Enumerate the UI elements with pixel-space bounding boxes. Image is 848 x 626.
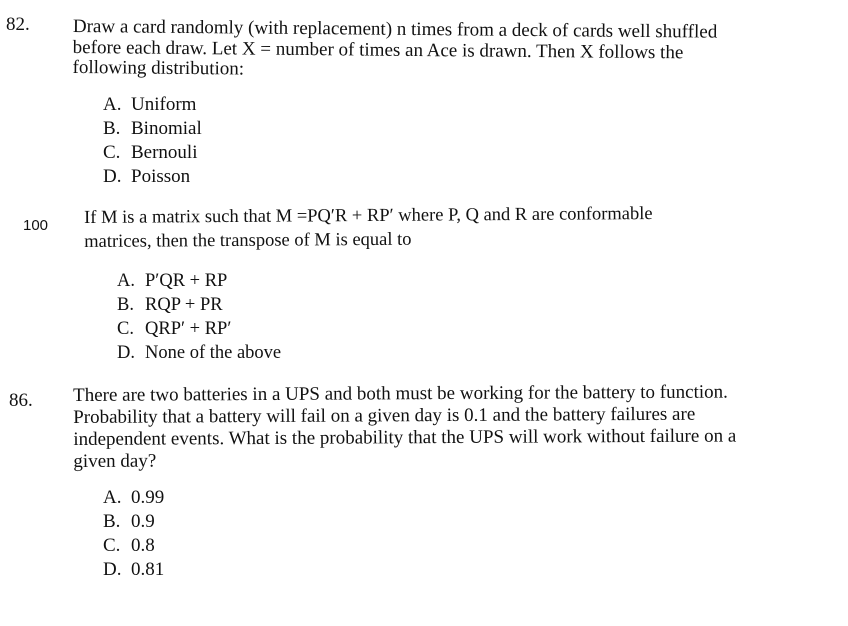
option-text: 0.8	[131, 535, 155, 556]
answer-option-b[interactable]	[103, 510, 164, 534]
question-text-line: Draw a card randomly (with replacement) n times from a deck of cards well shuffled	[72, 16, 718, 43]
option-letter: D.	[103, 559, 122, 580]
question-text-line: independent events. What is the probability that the UPS will work without failure on a	[73, 425, 737, 450]
option-text: 0.81	[131, 559, 165, 580]
question-text-line: following distribution:	[72, 56, 245, 80]
option-letter: B.	[103, 118, 121, 139]
option-text: Poisson	[131, 166, 191, 187]
option-letter: B.	[117, 295, 134, 315]
answer-option-d[interactable]	[103, 165, 202, 189]
question-text-line: There are two batteries in a UPS and both must be working for the battery to function.	[73, 381, 728, 406]
question-text-line: before each draw. Let X = number of times an Ace is drawn. Then X follows the	[72, 36, 684, 63]
question-text	[84, 202, 653, 254]
answer-option-a[interactable]	[117, 269, 281, 293]
option-letter: C.	[103, 535, 121, 556]
option-text: P′QR + RP	[145, 271, 228, 291]
option-letter: C.	[117, 319, 134, 339]
answer-option-c[interactable]	[117, 317, 281, 341]
option-text: Binomial	[131, 118, 202, 139]
question-text	[73, 382, 736, 473]
question-number: 86.	[9, 390, 33, 411]
answer-option-a[interactable]	[103, 486, 164, 510]
option-letter: D.	[103, 166, 122, 187]
answer-option-c[interactable]	[103, 534, 164, 558]
option-letter: C.	[103, 142, 121, 163]
option-letter: B.	[103, 511, 121, 532]
answer-option-d[interactable]	[103, 558, 164, 582]
answer-options	[103, 486, 164, 582]
option-text: Bernouli	[131, 142, 198, 163]
question-text-line: matrices, then the transpose of M is equal to	[84, 229, 412, 252]
option-letter: A.	[117, 271, 135, 291]
answer-option-c[interactable]	[103, 141, 202, 165]
answer-option-d[interactable]	[117, 341, 281, 365]
question-text-line: given day?	[73, 450, 157, 472]
option-text: None of the above	[145, 343, 282, 363]
answer-option-b[interactable]	[117, 293, 281, 317]
question-text-line: If M is a matrix such that M =PQ′R + RP′ where P, Q and R are conformable	[84, 204, 653, 228]
option-letter: A.	[103, 487, 122, 508]
option-text: RQP + PR	[145, 295, 223, 315]
option-letter: D.	[117, 343, 135, 363]
question-number: 100	[23, 217, 49, 234]
option-text: 0.9	[131, 511, 155, 532]
question-number: 82.	[6, 14, 30, 35]
question-text-line: Probability that a battery will fail on a given day is 0.1 and the battery failures are	[73, 403, 696, 428]
answer-option-b[interactable]	[103, 117, 202, 141]
option-text: 0.99	[131, 487, 165, 508]
answer-option-a[interactable]	[103, 93, 202, 117]
answer-options	[117, 269, 281, 365]
option-letter: A.	[103, 94, 122, 115]
question-text	[72, 17, 717, 84]
option-text: Uniform	[131, 94, 197, 115]
option-text: QRP′ + RP′	[145, 319, 232, 339]
answer-options	[103, 93, 202, 189]
